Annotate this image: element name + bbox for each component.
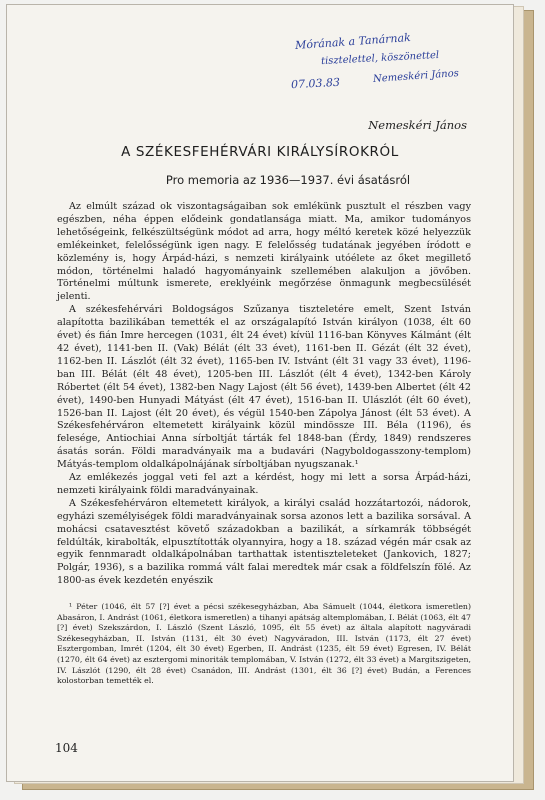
dedication-line-1: Mórának a Tanárnak <box>294 30 412 53</box>
paragraph: Az emlékezés joggal veti fel azt a kérdést, hogy mi lett a sorsa Árpád-házi, nemzeti királyaink földi maradványainak. <box>57 472 471 496</box>
paragraph: Az elmúlt század ok viszontagságaiban sok emlékünk pusztult el részben vagy egészben, néha éppen elődeink gondatlansága miatt. Ma, amikor tudományos lehetőségeink, felkészültségünk módot ad arra, hogy méltó keretek közé helyezzük emlékeinket, felelősségünk igen nagy. E felelősség tudatának jegyében íródott e közlemény is, hogy Árpád-házi, s nemzeti királyaink utóélete az őket megillető módon, történelmi haladó hagyományaink szellemében alakuljon a jövőben. Történelmi múltunk ismerete, ereklyéink megőrzése önmagunk megbecsülését jelenti. <box>57 201 471 303</box>
dedication-line-2: tisztelettel, köszönettel <box>320 49 440 68</box>
document-page <box>6 4 514 782</box>
article-body <box>57 201 471 588</box>
author-name: Nemeskéri János <box>368 118 467 132</box>
article-title: A SZÉKESFEHÉRVÁRI KIRÁLYSÍROKRÓL <box>121 144 399 160</box>
page-number: 104 <box>55 741 78 755</box>
article-subtitle: Pro memoria az 1936—1937. évi ásatásról <box>165 173 411 187</box>
footnote: ¹ Péter (1046, élt 57 [?] évet a pécsi székesegyházban, Aba Sámuelt (1044, életkora ismeretlen) Abasáron, I. Andrást (1061, életkora ismeretlen) a tihanyi apátság altemplomában, I. Bélát (1063, élt 47 [?] évet) Szekszárdon, I. László (Szent László, 1095, élt 55 évet) az általa alapított nagyváradi Székesegyházban, II. István (1131, élt 30 évet) Nagyváradon, III. István (1173, élt 27 évet) Esztergomban, Imrét (1204, élt 30 évet) Egerben, II. Andrást (1235, élt 59 évet) Egresen, IV. Bélát (1270, élt 64 évet) az esztergomi minoriták templomában, V. István (1272, élt 33 évet) a Margitszigeten, IV. Lászlót (1290, élt 28 évet) Csanádon, III. Andrást (1301, élt 36 [?] évet) Budán, a Ferences kolostorban temették el. <box>57 602 471 686</box>
dedication-date: 07.03.83 <box>290 75 341 92</box>
dedication-signature: Nemeskéri János <box>372 68 460 85</box>
paragraph: A Székesfehérváron eltemetett királyok, a királyi család hozzátartozói, nádorok, egyházi személyiségek földi maradványainak sorsa azonos lett a bazilika sorsával. A mohácsi csatavesztést követő századokban a bazilikát, a sírkamrák többségét feldúlták, kirabolták, elpusztították olyannyira, hogy a 18. század végén már csak az egyik fennmaradt oldalkápolnában tarthattak istentiszteleteket (Jankovich, 1827; Polgár, 1936), s a bazilika rommá vált falai meredtek már csak a földfelszín fölé. Az 1800-as évek kezdetén enyészik <box>57 497 471 587</box>
paragraph: A székesfehérvári Boldogságos Szűzanya tiszteletére emelt, Szent István alapította bazilikában temették el az országalapító István királyon (1038, élt 60 évet) és fián Imre hercegen (1031, élt 24 évet) kívül 1116-ban Könyves Kálmánt (élt 42 évet), 1141-ben II. (Vak) Bélát (élt 33 évet), 1161-ben II. Gézát (élt 32 évet), 1162-ben II. Lászlót (élt 32 évet), 1165-ben IV. Istvánt (élt 31 vagy 33 évet), 1196-ban III. Bélát (élt 48 évet), 1205-ben III. Lászlót (élt 4 évet), 1342-ben Károly Róbertet (élt 54 évet), 1382-ben Nagy Lajost (élt 56 évet), 1439-ben Albertet (élt 42 évet), 1490-ben Hunyadi Mátyást (élt 47 évet), 1516-ban II. Ulászlót (élt 60 évet), 1526-ban II. Lajost (élt 20 évet), és végül 1540-ben Zápolya Jánost (élt 53 évet). A Székesfehérváron eltemetett királyaink közül mindössze III. Béla (1196), és felesége, Antiochiai Anna sírboltját tárták fel 1848-ban (Érdy, 1849) rendszeres ásatás során. Földi maradványaik ma a budavári (Nagyboldogasszony-templom) Mátyás-templom oldalkápolnájának sírboltjában nyugszanak.¹ <box>57 304 471 471</box>
handwritten-dedication <box>277 27 497 107</box>
footnotes <box>57 602 471 687</box>
